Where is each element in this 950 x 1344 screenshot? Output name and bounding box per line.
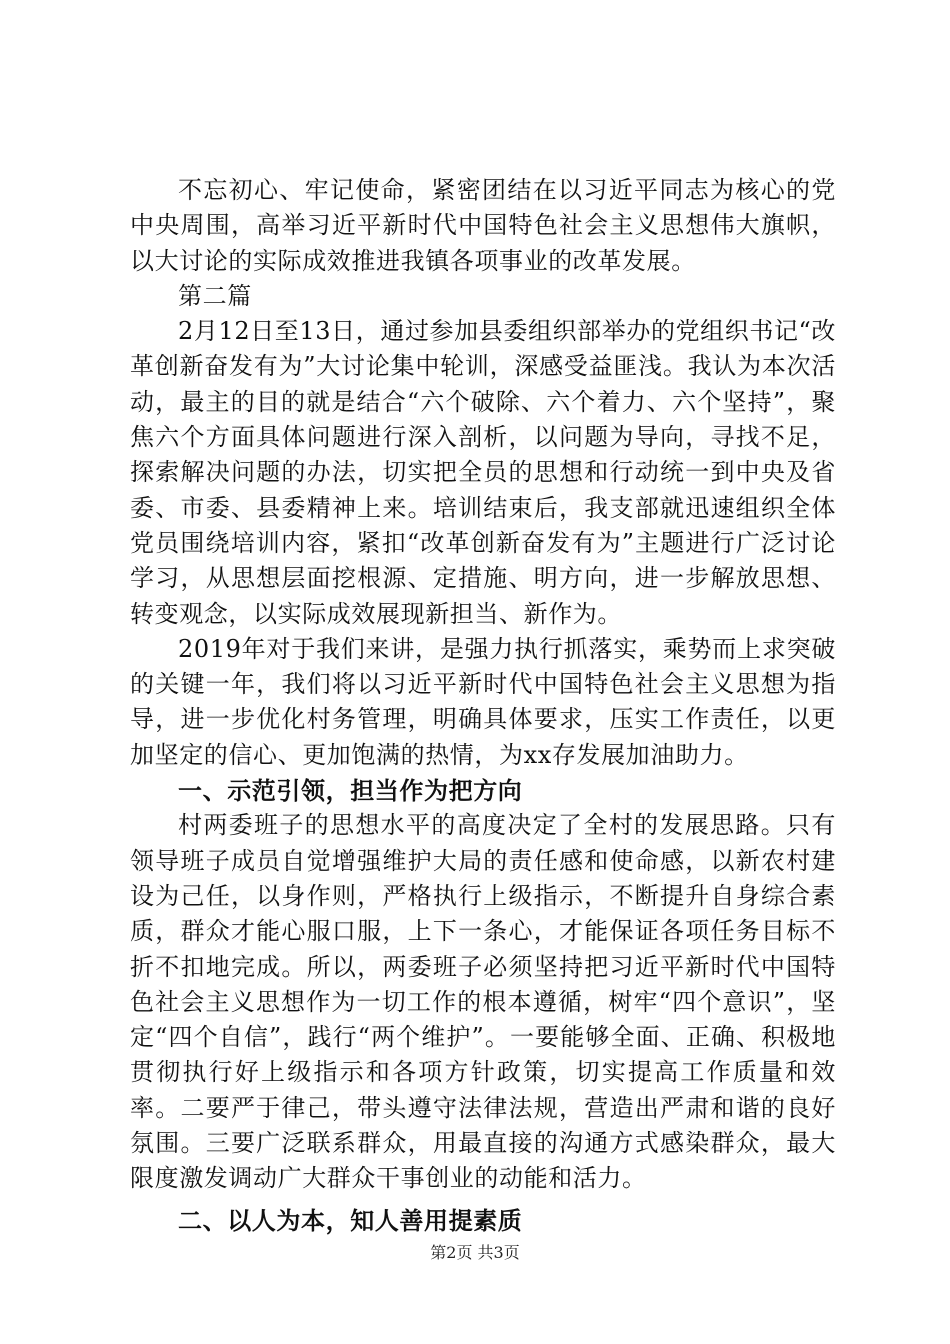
heading-section-2: 二、以人为本，知人善用提素质 (178, 1205, 523, 1235)
paragraph-opening: 不忘初心、牢记使命，紧密团结在以习近平同志为核心的党中央周围，高举习近平新时代中国特色社会主义思想伟大旗帜，以大讨论的实际成效推进我镇各项事业的改革发展。 (130, 176, 836, 275)
section-label-second-article: 第二篇 (178, 281, 252, 310)
heading-section-1: 一、示范引领，担当作为把方向 (178, 776, 523, 806)
paragraph-section-1: 村两委班子的思想水平的高度决定了全村的发展思路。只有领导班子成员自觉增强维护大局的责任感和使命感，以新农村建设为己任，以身作则，严格执行上级指示，不断提升自身综合素质，群众才能心服口服，上下一条心，才能保证各项任务目标不折不扣地完成。所以，两委班子必须坚持把习近平新时代中国特色社会主义思想作为一切工作的根本遵循，树牢“四个意识”，坚定“四个自信”，践行“两个维护”。一要能够全面、正确、积极地贯彻执行好上级指示和各项方针政策，切实提高工作质量和效率。二要严于律己，带头遵守法律法规，营造出严肃和谐的良好氛围。三要广泛联系群众，用最直接的沟通方式感染群众，最大限度激发调动广大群众干事创业的动能和活力。 (130, 811, 836, 1193)
page-footer: 第2页 共3页 (430, 1243, 520, 1262)
document-body (130, 173, 836, 1238)
paragraph-2019: 2019年对于我们来讲，是强力执行抓落实，乘势而上求突破的关键一年，我们将以习近平新时代中国特色社会主义思想为指导，进一步优化村务管理，明确具体要求，压实工作责任，以更加坚定的信心、更加饱满的热情，为xx存发展加油助力。 (130, 634, 836, 769)
paragraph-training: 2月12日至13日，通过参加县委组织部举办的党组织书记“改革创新奋发有为”大讨论集中轮训，深感受益匪浅。我认为本次活动，最主的目的就是结合“六个破除、六个着力、六个坚持”，聚焦六个方面具体问题进行深入剖析，以问题为导向，寻找不足，探索解决问题的办法，切实把全员的思想和行动统一到中央及省委、市委、县委精神上来。培训结束后，我支部就迅速组织全体党员围绕培训内容，紧扣“改革创新奋发有为”主题进行广泛讨论学习，从思想层面挖根源、定措施、明方向，进一步解放思想、转变观念，以实际成效展现新担当、新作为。 (130, 317, 837, 628)
